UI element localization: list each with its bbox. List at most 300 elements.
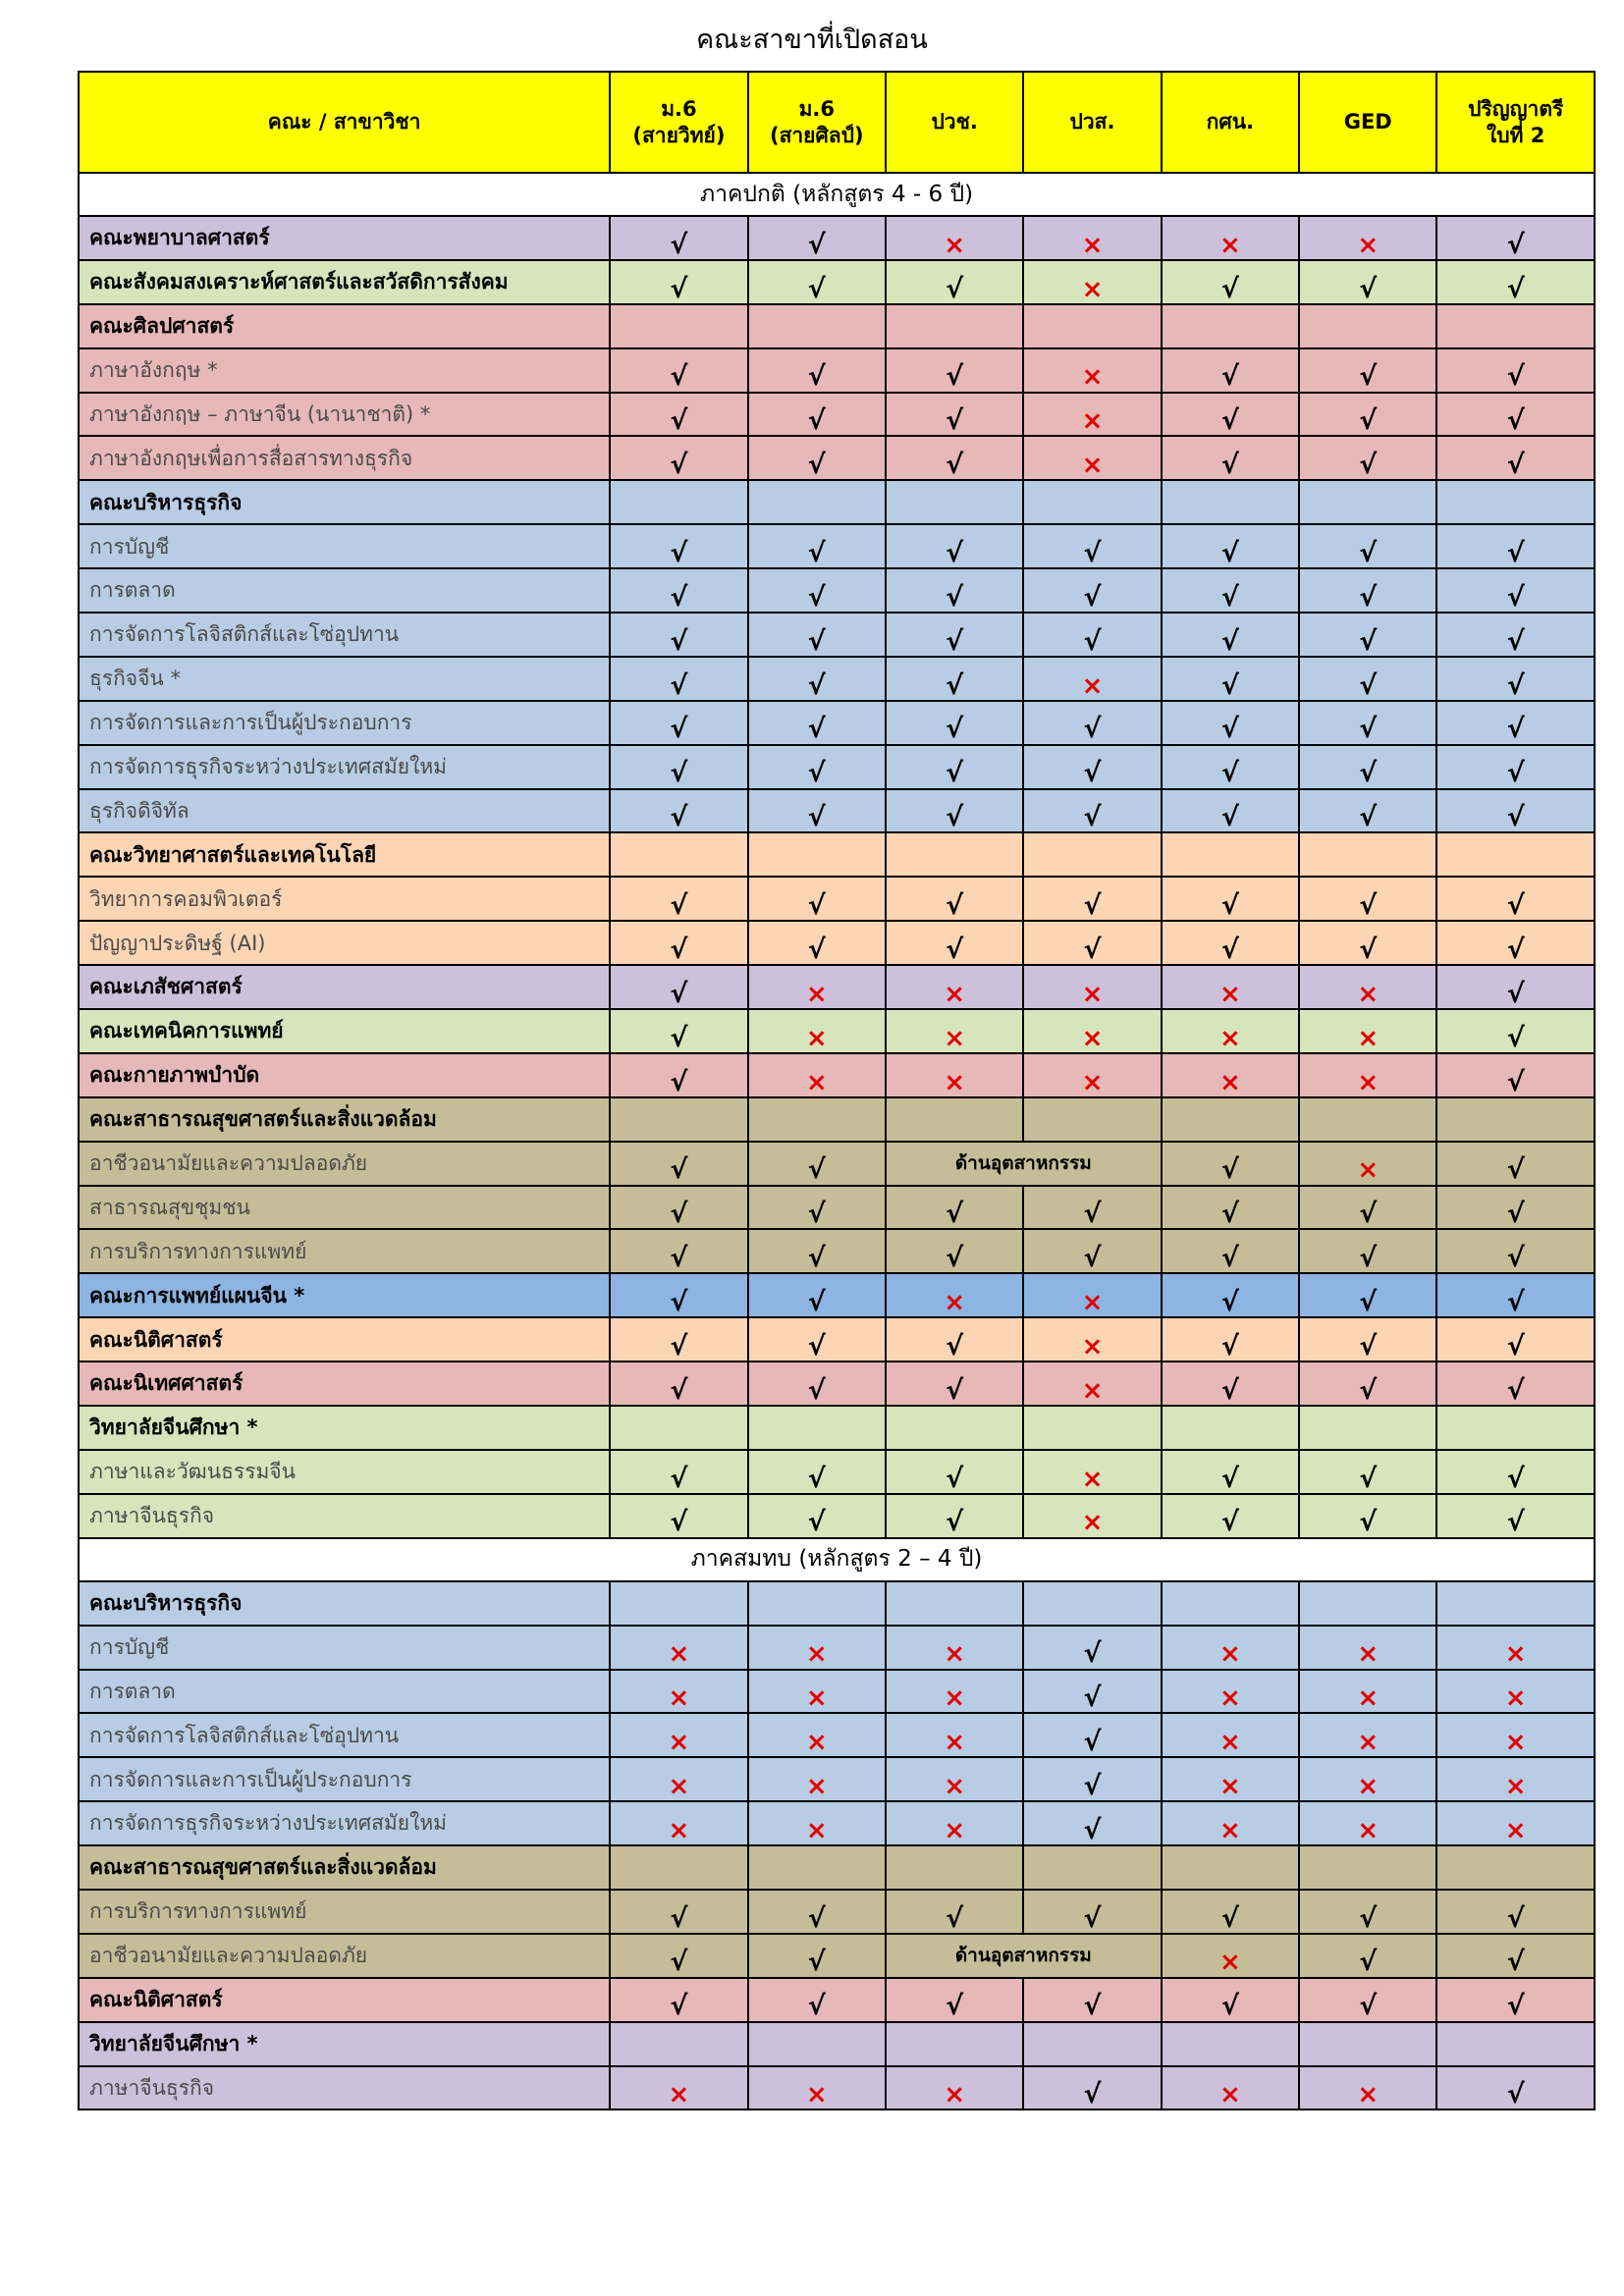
check-icon: √ bbox=[670, 978, 688, 1009]
check-cell bbox=[1023, 1186, 1161, 1230]
check-icon: √ bbox=[670, 537, 688, 568]
check-icon: √ bbox=[670, 273, 688, 304]
check-cell bbox=[1162, 877, 1299, 921]
faculty-row bbox=[79, 965, 1595, 1009]
cross-cell bbox=[1162, 1670, 1299, 1714]
check-cell bbox=[886, 877, 1023, 921]
check-icon: √ bbox=[1359, 405, 1378, 437]
cross-icon: × bbox=[1504, 1683, 1527, 1714]
check-icon: √ bbox=[807, 229, 826, 260]
programs-table-container bbox=[78, 71, 1596, 2110]
check-cell bbox=[886, 524, 1023, 568]
faculty-name: คณะเภสัชศาสตร์ bbox=[79, 965, 610, 1009]
cross-cell bbox=[886, 1053, 1023, 1097]
check-cell bbox=[610, 1142, 747, 1186]
cross-cell bbox=[1162, 1053, 1299, 1097]
check-icon: √ bbox=[1506, 758, 1525, 789]
check-cell bbox=[1162, 657, 1299, 701]
check-cell bbox=[1162, 393, 1299, 437]
check-icon: √ bbox=[670, 1947, 688, 1978]
cross-icon: × bbox=[668, 1771, 690, 1801]
section-label: ภาคปกติ (หลักสูตร 4 - 6 ปี) bbox=[79, 173, 1595, 216]
check-cell bbox=[1162, 1890, 1299, 1934]
program-row bbox=[79, 657, 1595, 701]
check-cell bbox=[1436, 657, 1595, 701]
check-icon: √ bbox=[946, 1330, 964, 1362]
cross-cell bbox=[1023, 1273, 1161, 1317]
check-cell bbox=[886, 1494, 1023, 1538]
empty-cell bbox=[1299, 304, 1436, 348]
check-cell bbox=[1023, 1713, 1161, 1757]
check-cell bbox=[748, 613, 886, 657]
check-cell bbox=[748, 1890, 886, 1934]
check-icon: √ bbox=[1083, 1727, 1102, 1758]
check-cell bbox=[886, 1186, 1023, 1230]
check-cell bbox=[1162, 568, 1299, 613]
cross-cell bbox=[1299, 965, 1436, 1009]
check-icon: √ bbox=[670, 1287, 688, 1318]
cross-cell bbox=[748, 965, 886, 1009]
cross-cell bbox=[1299, 1757, 1436, 1801]
check-cell bbox=[748, 348, 886, 393]
check-icon: √ bbox=[1083, 2079, 1102, 2110]
check-icon: √ bbox=[670, 1507, 688, 1538]
program-row bbox=[79, 524, 1595, 568]
check-icon: √ bbox=[807, 890, 826, 921]
header-col-m6-arts: ม.6 (สายศิลป์) bbox=[748, 72, 886, 173]
cross-icon: × bbox=[1218, 2080, 1241, 2110]
check-icon: √ bbox=[1506, 450, 1525, 481]
check-cell bbox=[610, 1494, 747, 1538]
check-icon: √ bbox=[1359, 361, 1378, 393]
cross-cell bbox=[1436, 1713, 1595, 1757]
check-icon: √ bbox=[1506, 1066, 1525, 1097]
check-icon: √ bbox=[807, 802, 826, 833]
check-cell bbox=[1299, 1229, 1436, 1273]
check-cell bbox=[886, 657, 1023, 701]
check-icon: √ bbox=[1506, 1991, 1525, 2022]
check-icon: √ bbox=[670, 1374, 688, 1406]
cross-icon: × bbox=[1081, 362, 1104, 393]
check-cell bbox=[1162, 260, 1299, 304]
check-cell bbox=[610, 348, 747, 393]
program-name: การตลาด bbox=[79, 568, 610, 613]
check-icon: √ bbox=[1359, 890, 1378, 921]
check-icon: √ bbox=[1083, 714, 1102, 745]
check-cell bbox=[1436, 436, 1595, 480]
program-name: ภาษาจีนธุรกิจ bbox=[79, 1494, 610, 1538]
cross-icon: × bbox=[1218, 979, 1241, 1009]
cross-cell bbox=[1023, 965, 1161, 1009]
check-cell bbox=[1023, 1626, 1161, 1670]
check-icon: √ bbox=[1506, 669, 1525, 701]
check-icon: √ bbox=[1506, 1374, 1525, 1406]
check-icon: √ bbox=[670, 1991, 688, 2022]
check-cell bbox=[1436, 1890, 1595, 1934]
faculty-name: คณะนิติศาสตร์ bbox=[79, 1317, 610, 1362]
check-cell bbox=[1436, 1317, 1595, 1362]
empty-cell bbox=[1023, 1406, 1161, 1450]
empty-cell bbox=[748, 1845, 886, 1890]
program-row bbox=[79, 1450, 1595, 1494]
program-row bbox=[79, 1934, 1595, 1978]
check-cell bbox=[748, 701, 886, 745]
note-cell bbox=[886, 1934, 1162, 1978]
cross-icon: × bbox=[1357, 1067, 1380, 1097]
program-name: ภาษาอังกฤษ * bbox=[79, 348, 610, 393]
note-cell bbox=[886, 1142, 1162, 1186]
check-icon: √ bbox=[1220, 934, 1239, 965]
check-cell bbox=[1162, 1450, 1299, 1494]
check-cell bbox=[1436, 393, 1595, 437]
check-cell bbox=[1299, 568, 1436, 613]
check-cell bbox=[886, 568, 1023, 613]
check-cell bbox=[1162, 613, 1299, 657]
check-icon: √ bbox=[807, 1991, 826, 2022]
program-row bbox=[79, 1142, 1595, 1186]
cross-icon: × bbox=[944, 230, 966, 260]
check-icon: √ bbox=[807, 273, 826, 304]
check-icon: √ bbox=[946, 273, 964, 304]
check-icon: √ bbox=[1220, 758, 1239, 789]
check-icon: √ bbox=[1220, 537, 1239, 568]
cross-icon: × bbox=[805, 1639, 828, 1670]
empty-cell bbox=[748, 1581, 886, 1626]
check-cell bbox=[1436, 216, 1595, 260]
check-icon: √ bbox=[946, 625, 964, 657]
check-icon: √ bbox=[807, 1154, 826, 1186]
cross-cell bbox=[748, 1801, 886, 1845]
cross-cell bbox=[1162, 1934, 1299, 1978]
program-row bbox=[79, 613, 1595, 657]
cross-cell bbox=[1162, 2066, 1299, 2110]
check-cell bbox=[1436, 1934, 1595, 1978]
check-icon: √ bbox=[1359, 581, 1378, 613]
check-icon: √ bbox=[670, 758, 688, 789]
check-icon: √ bbox=[946, 1507, 964, 1538]
check-cell bbox=[1436, 1494, 1595, 1538]
check-cell bbox=[1162, 921, 1299, 965]
check-cell bbox=[1023, 524, 1161, 568]
check-icon: √ bbox=[1220, 1199, 1239, 1230]
check-icon: √ bbox=[807, 1507, 826, 1538]
cross-cell bbox=[1023, 1317, 1161, 1362]
check-cell bbox=[1023, 877, 1161, 921]
cross-icon: × bbox=[1081, 1288, 1104, 1318]
check-cell bbox=[748, 436, 886, 480]
check-cell bbox=[886, 1317, 1023, 1362]
cross-icon: × bbox=[668, 1815, 690, 1845]
cross-icon: × bbox=[805, 1067, 828, 1097]
check-icon: √ bbox=[946, 450, 964, 481]
empty-cell bbox=[886, 480, 1023, 524]
check-cell bbox=[610, 1978, 747, 2022]
check-cell bbox=[748, 216, 886, 260]
check-cell bbox=[1023, 1229, 1161, 1273]
empty-cell bbox=[1162, 832, 1299, 877]
check-icon: √ bbox=[1359, 758, 1378, 789]
program-row bbox=[79, 701, 1595, 745]
cross-icon: × bbox=[1218, 1815, 1241, 1845]
program-row bbox=[79, 348, 1595, 393]
check-cell bbox=[748, 1317, 886, 1362]
check-cell bbox=[1436, 1273, 1595, 1317]
check-cell bbox=[1299, 1978, 1436, 2022]
check-cell bbox=[610, 745, 747, 789]
check-icon: √ bbox=[1506, 714, 1525, 745]
check-icon: √ bbox=[1359, 802, 1378, 833]
check-cell bbox=[1023, 701, 1161, 745]
check-icon: √ bbox=[946, 1991, 964, 2022]
faculty-row bbox=[79, 304, 1595, 348]
empty-cell bbox=[1299, 1097, 1436, 1142]
check-cell bbox=[1299, 1890, 1436, 1934]
empty-cell bbox=[1299, 1845, 1436, 1890]
check-icon: √ bbox=[807, 581, 826, 613]
check-icon: √ bbox=[807, 537, 826, 568]
check-cell bbox=[1436, 965, 1595, 1009]
cross-icon: × bbox=[668, 1683, 690, 1714]
cross-cell bbox=[1436, 1801, 1595, 1845]
check-cell bbox=[1299, 348, 1436, 393]
check-icon: √ bbox=[1083, 758, 1102, 789]
check-cell bbox=[748, 657, 886, 701]
faculty-row bbox=[79, 1317, 1595, 1362]
check-cell bbox=[610, 1229, 747, 1273]
check-cell bbox=[886, 1229, 1023, 1273]
cross-icon: × bbox=[1218, 1728, 1241, 1758]
check-cell bbox=[748, 393, 886, 437]
empty-cell bbox=[1162, 480, 1299, 524]
check-icon: √ bbox=[1359, 1287, 1378, 1318]
program-row bbox=[79, 789, 1595, 833]
check-icon: √ bbox=[1083, 890, 1102, 921]
cross-icon: × bbox=[1218, 1683, 1241, 1714]
check-cell bbox=[1162, 1142, 1299, 1186]
check-icon: √ bbox=[1220, 802, 1239, 833]
cross-cell bbox=[1299, 1670, 1436, 1714]
header-col-m6-sci: ม.6 (สายวิทย์) bbox=[610, 72, 747, 173]
check-icon: √ bbox=[1220, 890, 1239, 921]
cross-icon: × bbox=[1357, 1728, 1380, 1758]
check-icon: √ bbox=[1506, 1902, 1525, 1934]
check-cell bbox=[1023, 1757, 1161, 1801]
check-cell bbox=[1162, 1186, 1299, 1230]
cross-icon: × bbox=[805, 2080, 828, 2110]
cross-cell bbox=[886, 1757, 1023, 1801]
cross-icon: × bbox=[1504, 1728, 1527, 1758]
check-cell bbox=[748, 1494, 886, 1538]
faculty-row bbox=[79, 832, 1595, 877]
check-icon: √ bbox=[946, 1243, 964, 1274]
program-name: การจัดการและการเป็นผู้ประกอบการ bbox=[79, 1757, 610, 1801]
check-icon: √ bbox=[1220, 1243, 1239, 1274]
empty-cell bbox=[1299, 832, 1436, 877]
check-icon: √ bbox=[1359, 669, 1378, 701]
check-icon: √ bbox=[1220, 450, 1239, 481]
check-cell bbox=[1299, 260, 1436, 304]
check-cell bbox=[1299, 921, 1436, 965]
check-icon: √ bbox=[946, 890, 964, 921]
empty-cell bbox=[886, 1581, 1023, 1626]
cross-icon: × bbox=[1081, 230, 1104, 260]
cross-icon: × bbox=[1504, 1815, 1527, 1845]
empty-cell bbox=[1299, 1406, 1436, 1450]
empty-cell bbox=[748, 1097, 886, 1142]
cross-cell bbox=[610, 1757, 747, 1801]
cross-cell bbox=[886, 1273, 1023, 1317]
cross-cell bbox=[1023, 216, 1161, 260]
check-icon: √ bbox=[1359, 934, 1378, 965]
program-row bbox=[79, 568, 1595, 613]
empty-cell bbox=[1436, 1406, 1595, 1450]
check-icon: √ bbox=[670, 890, 688, 921]
check-icon: √ bbox=[1083, 1638, 1102, 1670]
empty-cell bbox=[1162, 1581, 1299, 1626]
check-icon: √ bbox=[946, 1374, 964, 1406]
check-icon: √ bbox=[1220, 1330, 1239, 1362]
check-cell bbox=[886, 260, 1023, 304]
cross-icon: × bbox=[1081, 274, 1104, 304]
check-icon: √ bbox=[1083, 1770, 1102, 1801]
check-cell bbox=[610, 657, 747, 701]
check-icon: √ bbox=[1506, 1947, 1525, 1978]
check-cell bbox=[1162, 348, 1299, 393]
program-name: การจัดการและการเป็นผู้ประกอบการ bbox=[79, 701, 610, 745]
check-cell bbox=[1162, 1362, 1299, 1406]
cross-cell bbox=[1023, 260, 1161, 304]
check-cell bbox=[1299, 1186, 1436, 1230]
faculty-name: คณะนิเทศศาสตร์ bbox=[79, 1362, 610, 1406]
program-name: อาชีวอนามัยและความปลอดภัย bbox=[79, 1934, 610, 1978]
program-name: ธุรกิจจีน * bbox=[79, 657, 610, 701]
table-body bbox=[79, 173, 1595, 2109]
cross-cell bbox=[886, 1670, 1023, 1714]
check-icon: √ bbox=[1359, 1243, 1378, 1274]
check-icon: √ bbox=[807, 1287, 826, 1318]
check-icon: √ bbox=[807, 1330, 826, 1362]
check-cell bbox=[610, 1317, 747, 1362]
empty-cell bbox=[1023, 2022, 1161, 2066]
check-cell bbox=[1162, 789, 1299, 833]
check-icon: √ bbox=[807, 1902, 826, 1934]
cross-cell bbox=[1023, 1450, 1161, 1494]
faculty-row bbox=[79, 1845, 1595, 1890]
check-cell bbox=[1436, 568, 1595, 613]
check-icon: √ bbox=[1359, 1199, 1378, 1230]
empty-cell bbox=[1436, 1845, 1595, 1890]
faculty-name: คณะการแพทย์แผนจีน * bbox=[79, 1273, 610, 1317]
cross-icon: × bbox=[1081, 1464, 1104, 1494]
check-cell bbox=[1023, 745, 1161, 789]
check-cell bbox=[1162, 524, 1299, 568]
cross-cell bbox=[1023, 1053, 1161, 1097]
check-cell bbox=[1023, 1890, 1161, 1934]
check-cell bbox=[610, 789, 747, 833]
program-name: ภาษาและวัฒนธรรมจีน bbox=[79, 1450, 610, 1494]
check-icon: √ bbox=[1359, 1507, 1378, 1538]
check-cell bbox=[610, 965, 747, 1009]
check-icon: √ bbox=[670, 1154, 688, 1186]
program-name: อาชีวอนามัยและความปลอดภัย bbox=[79, 1142, 610, 1186]
empty-cell bbox=[1023, 832, 1161, 877]
cross-cell bbox=[1023, 1362, 1161, 1406]
program-name: การจัดการธุรกิจระหว่างประเทศสมัยใหม่ bbox=[79, 745, 610, 789]
check-icon: √ bbox=[807, 450, 826, 481]
check-icon: √ bbox=[1506, 1507, 1525, 1538]
check-cell bbox=[610, 877, 747, 921]
check-cell bbox=[748, 921, 886, 965]
check-icon: √ bbox=[1506, 405, 1525, 437]
program-name: ภาษาอังกฤษ – ภาษาจีน (นานาชาติ) * bbox=[79, 393, 610, 437]
header-col-voc-cert: ปวช. bbox=[886, 72, 1023, 173]
cross-cell bbox=[1162, 1757, 1299, 1801]
check-cell bbox=[1162, 1494, 1299, 1538]
check-cell bbox=[610, 1362, 747, 1406]
note-text: ด้านอุตสาหกรรม bbox=[954, 1152, 1092, 1175]
cross-icon: × bbox=[1357, 230, 1380, 260]
check-icon: √ bbox=[1506, 1243, 1525, 1274]
check-icon: √ bbox=[1359, 714, 1378, 745]
cross-icon: × bbox=[944, 1067, 966, 1097]
check-cell bbox=[1436, 877, 1595, 921]
check-icon: √ bbox=[1220, 714, 1239, 745]
empty-cell bbox=[748, 480, 886, 524]
cross-icon: × bbox=[805, 1683, 828, 1714]
check-icon: √ bbox=[1220, 1991, 1239, 2022]
empty-cell bbox=[1436, 304, 1595, 348]
program-name: การตลาด bbox=[79, 1670, 610, 1714]
cross-cell bbox=[1299, 1009, 1436, 1053]
cross-cell bbox=[886, 1009, 1023, 1053]
check-icon: √ bbox=[807, 361, 826, 393]
check-icon: √ bbox=[1083, 1814, 1102, 1845]
check-icon: √ bbox=[946, 361, 964, 393]
cross-icon: × bbox=[1504, 1771, 1527, 1801]
faculty-name: คณะศิลปศาสตร์ bbox=[79, 304, 610, 348]
faculty-name: คณะสังคมสงเคราะห์ศาสตร์และสวัสดิการสังคม bbox=[79, 260, 610, 304]
cross-cell bbox=[748, 1009, 886, 1053]
empty-cell bbox=[748, 1406, 886, 1450]
cross-icon: × bbox=[1357, 1815, 1380, 1845]
check-icon: √ bbox=[946, 758, 964, 789]
check-cell bbox=[610, 1186, 747, 1230]
cross-cell bbox=[1436, 1757, 1595, 1801]
cross-cell bbox=[610, 2066, 747, 2110]
check-cell bbox=[610, 393, 747, 437]
check-cell bbox=[1299, 877, 1436, 921]
faculty-name: คณะเทคนิคการแพทย์ bbox=[79, 1009, 610, 1053]
section-header-row bbox=[79, 173, 1595, 216]
check-icon: √ bbox=[670, 1463, 688, 1494]
check-icon: √ bbox=[670, 714, 688, 745]
cross-icon: × bbox=[668, 1728, 690, 1758]
check-icon: √ bbox=[1083, 581, 1102, 613]
check-cell bbox=[1023, 1670, 1161, 1714]
check-icon: √ bbox=[1083, 1991, 1102, 2022]
check-cell bbox=[610, 436, 747, 480]
cross-cell bbox=[886, 965, 1023, 1009]
cross-icon: × bbox=[1218, 1067, 1241, 1097]
check-icon: √ bbox=[1506, 2079, 1525, 2110]
check-icon: √ bbox=[1220, 1507, 1239, 1538]
empty-cell bbox=[1162, 1406, 1299, 1450]
program-row bbox=[79, 745, 1595, 789]
check-icon: √ bbox=[1083, 934, 1102, 965]
check-icon: √ bbox=[807, 758, 826, 789]
cross-cell bbox=[886, 216, 1023, 260]
check-cell bbox=[610, 921, 747, 965]
